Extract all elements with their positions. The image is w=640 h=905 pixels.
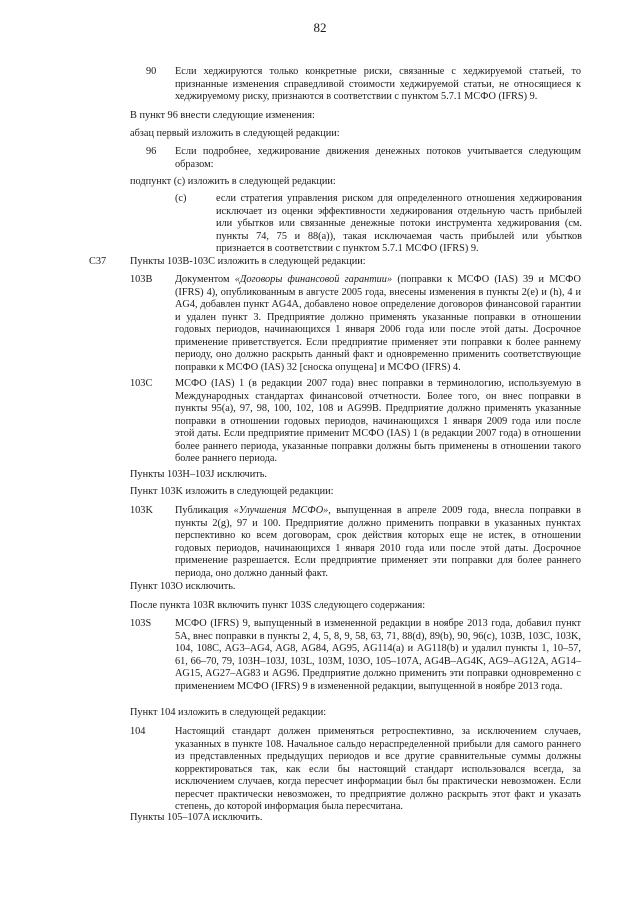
paragraph-103b-text-after: (поправки к МСФО (IAS) 39 и МСФО (IFRS) 4), опубликованным в августе 2005 года, внесены изменения в пункты 2(e) и (h), 4 и AG4, добавлен пункт AG4A, добавлено новое определение договоров финансовой гарантии и удален пункт 3. Предприятие должно применять указанные поправки в отношении годовых периодов, начинающихся 1 января 2006 года или после этой даты. Досрочное применение приветствуется. Если предприятие применяет эти поправки к более раннему периоду, оно должно раскрыть данный факт и одновременно применить соответствующие поправки к МСФО (IAS) 32 [сноска опущена] и МСФО (IFRS) 4. xyxy=(175,274,581,373)
instruction-104: Пункт 104 изложить в следующей редакции: xyxy=(130,707,327,718)
instruction-96-first: абзац первый изложить в следующей редакции: xyxy=(130,128,340,139)
instruction-103k: Пункт 103K изложить в следующей редакции: xyxy=(130,486,334,497)
paragraph-103k-italic: «Улучшения МСФО» xyxy=(233,505,329,516)
paragraph-103k xyxy=(175,505,581,580)
paragraph-96: Если подробнее, хеджирование движения денежных потоков учитывается следующим образом: xyxy=(175,146,581,170)
instruction-96c: подпункт (c) изложить в следующей редакции: xyxy=(130,176,336,187)
subparagraph-label-c: (c) xyxy=(175,193,187,204)
instruction-96: В пункт 96 внести следующие изменения: xyxy=(130,110,315,121)
instruction-103s: После пункта 103R включить пункт 103S следующего содержания: xyxy=(130,600,426,611)
paragraph-103c: МСФО (IAS) 1 (в редакции 2007 года) внес поправки в терминологию, используемую в Международных стандартах финансовой отчетности. Более того, он внес поправки в пункты 95(a), 97, 98, 100, 102, 108 и AG99B. Предприятие должно применять указанные поправки в отношении годовых периодов, начинающихся 1 января 2009 года или после этой даты. Если предприятие применит МСФО (IAS) 1 (в редакции 2007 года) в отношении более раннего периода, указанные поправки должны быть применены в отношении такого более раннего периода. xyxy=(175,378,581,464)
paragraph-number-104: 104 xyxy=(130,726,146,737)
paragraph-number-96: 96 xyxy=(146,146,157,157)
paragraph-number-103k: 103K xyxy=(130,505,153,516)
instruction-103b-103c: Пункты 103B-103C изложить в следующей редакции: xyxy=(130,256,366,267)
section-ref-c37: C37 xyxy=(89,256,107,267)
paragraph-103b-text-before: Документом xyxy=(175,274,235,285)
paragraph-103k-text-after: , выпущенная в апреле 2009 года, внесла поправки в пункты 2(g), 97 и 100. Предприятие должно применить поправки в указанных пунктах перспективно ко всем договорам, срок действия которых еще не истек, в отношении годовых периодов, начинающихся 1 января 2010 года или после этой даты. Досрочное применение разрешается. Если предприятие применяет эти поправки для более раннего периода, оно должно данный факт. xyxy=(175,505,581,579)
paragraph-number-90: 90 xyxy=(146,66,157,77)
paragraph-103b-italic: «Договоры финансовой гарантии» xyxy=(234,274,393,285)
paragraph-103k-text-before: Публикация xyxy=(175,505,234,516)
paragraph-number-103b: 103B xyxy=(130,274,153,285)
page-number: 82 xyxy=(313,20,327,35)
paragraph-104: Настоящий стандарт должен применяться ретроспективно, за исключением случаев, указанных в пункте 108. Начальное сальдо нераспределенной прибыли для самого раннего из представленных предыдущих периодов и все другие сравнительные суммы должны корректироваться так, как если бы настоящий стандарт использовался всегда, за исключением случаев, когда пересчет информации был бы практически невозможен. Если пересчет практически невозможен, то предприятие должно раскрыть этот факт и указать степень, до которой информация была пересчитана. xyxy=(175,726,581,812)
paragraph-103b xyxy=(175,274,581,374)
paragraph-90: Если хеджируются только конкретные риски, связанные с хеджируемой статьей, то признанные изменения справедливой стоимости хеджируемой статьи, не относящиеся к хеджируемому риску, признаются в соответствии с пунктом 5.7.1 МСФО (IFRS) 9. xyxy=(175,66,581,102)
paragraph-103s: МСФО (IFRS) 9, выпущенный в измененной редакции в ноябре 2013 года, добавил пункт 5A, внес поправки в пункты 2, 4, 5, 8, 9, 58, 63, 71, 88(d), 89(b), 90, 96(c), 103B, 103C, 103K, 104, 108C, AG3–AG4, AG8, AG84, AG95, AG114(a) и AG118(b) и удалил пункты 1, 10–57, 61, 66–70, 79, 103H–103J, 103L, 103M, 103O, 105–107A, AG4B–AG4K, AG9–AG12A, AG14–AG15, AG27–AG83 и AG96. Предприятие должно применить эти поправки одновременно с применением МСФО (IFRS) 9 в измененной редакции, выпущенной в ноябре 2013 года. xyxy=(175,618,581,692)
paragraph-number-103s: 103S xyxy=(130,618,152,629)
paragraph-number-103c: 103C xyxy=(130,378,153,389)
instruction-exclude-103h: Пункты 103H–103J исключить. xyxy=(130,469,267,480)
subparagraph-96c: если стратегия управления риском для определенного отношения хеджирования исключает из оценки эффективности хеджирования отдельную часть прибылей или убытков или связанные денежные потоки инструмента хеджирования (см. пункты 74, 75 и 88(a)), такая исключаемая часть прибылей или убытков признается в соответствии с пунктом 5.7.1 МСФО (IFRS) 9. xyxy=(216,193,582,254)
instruction-exclude-103o: Пункт 103O исключить. xyxy=(130,581,236,592)
instruction-exclude-105: Пункты 105–107A исключить. xyxy=(130,812,263,823)
